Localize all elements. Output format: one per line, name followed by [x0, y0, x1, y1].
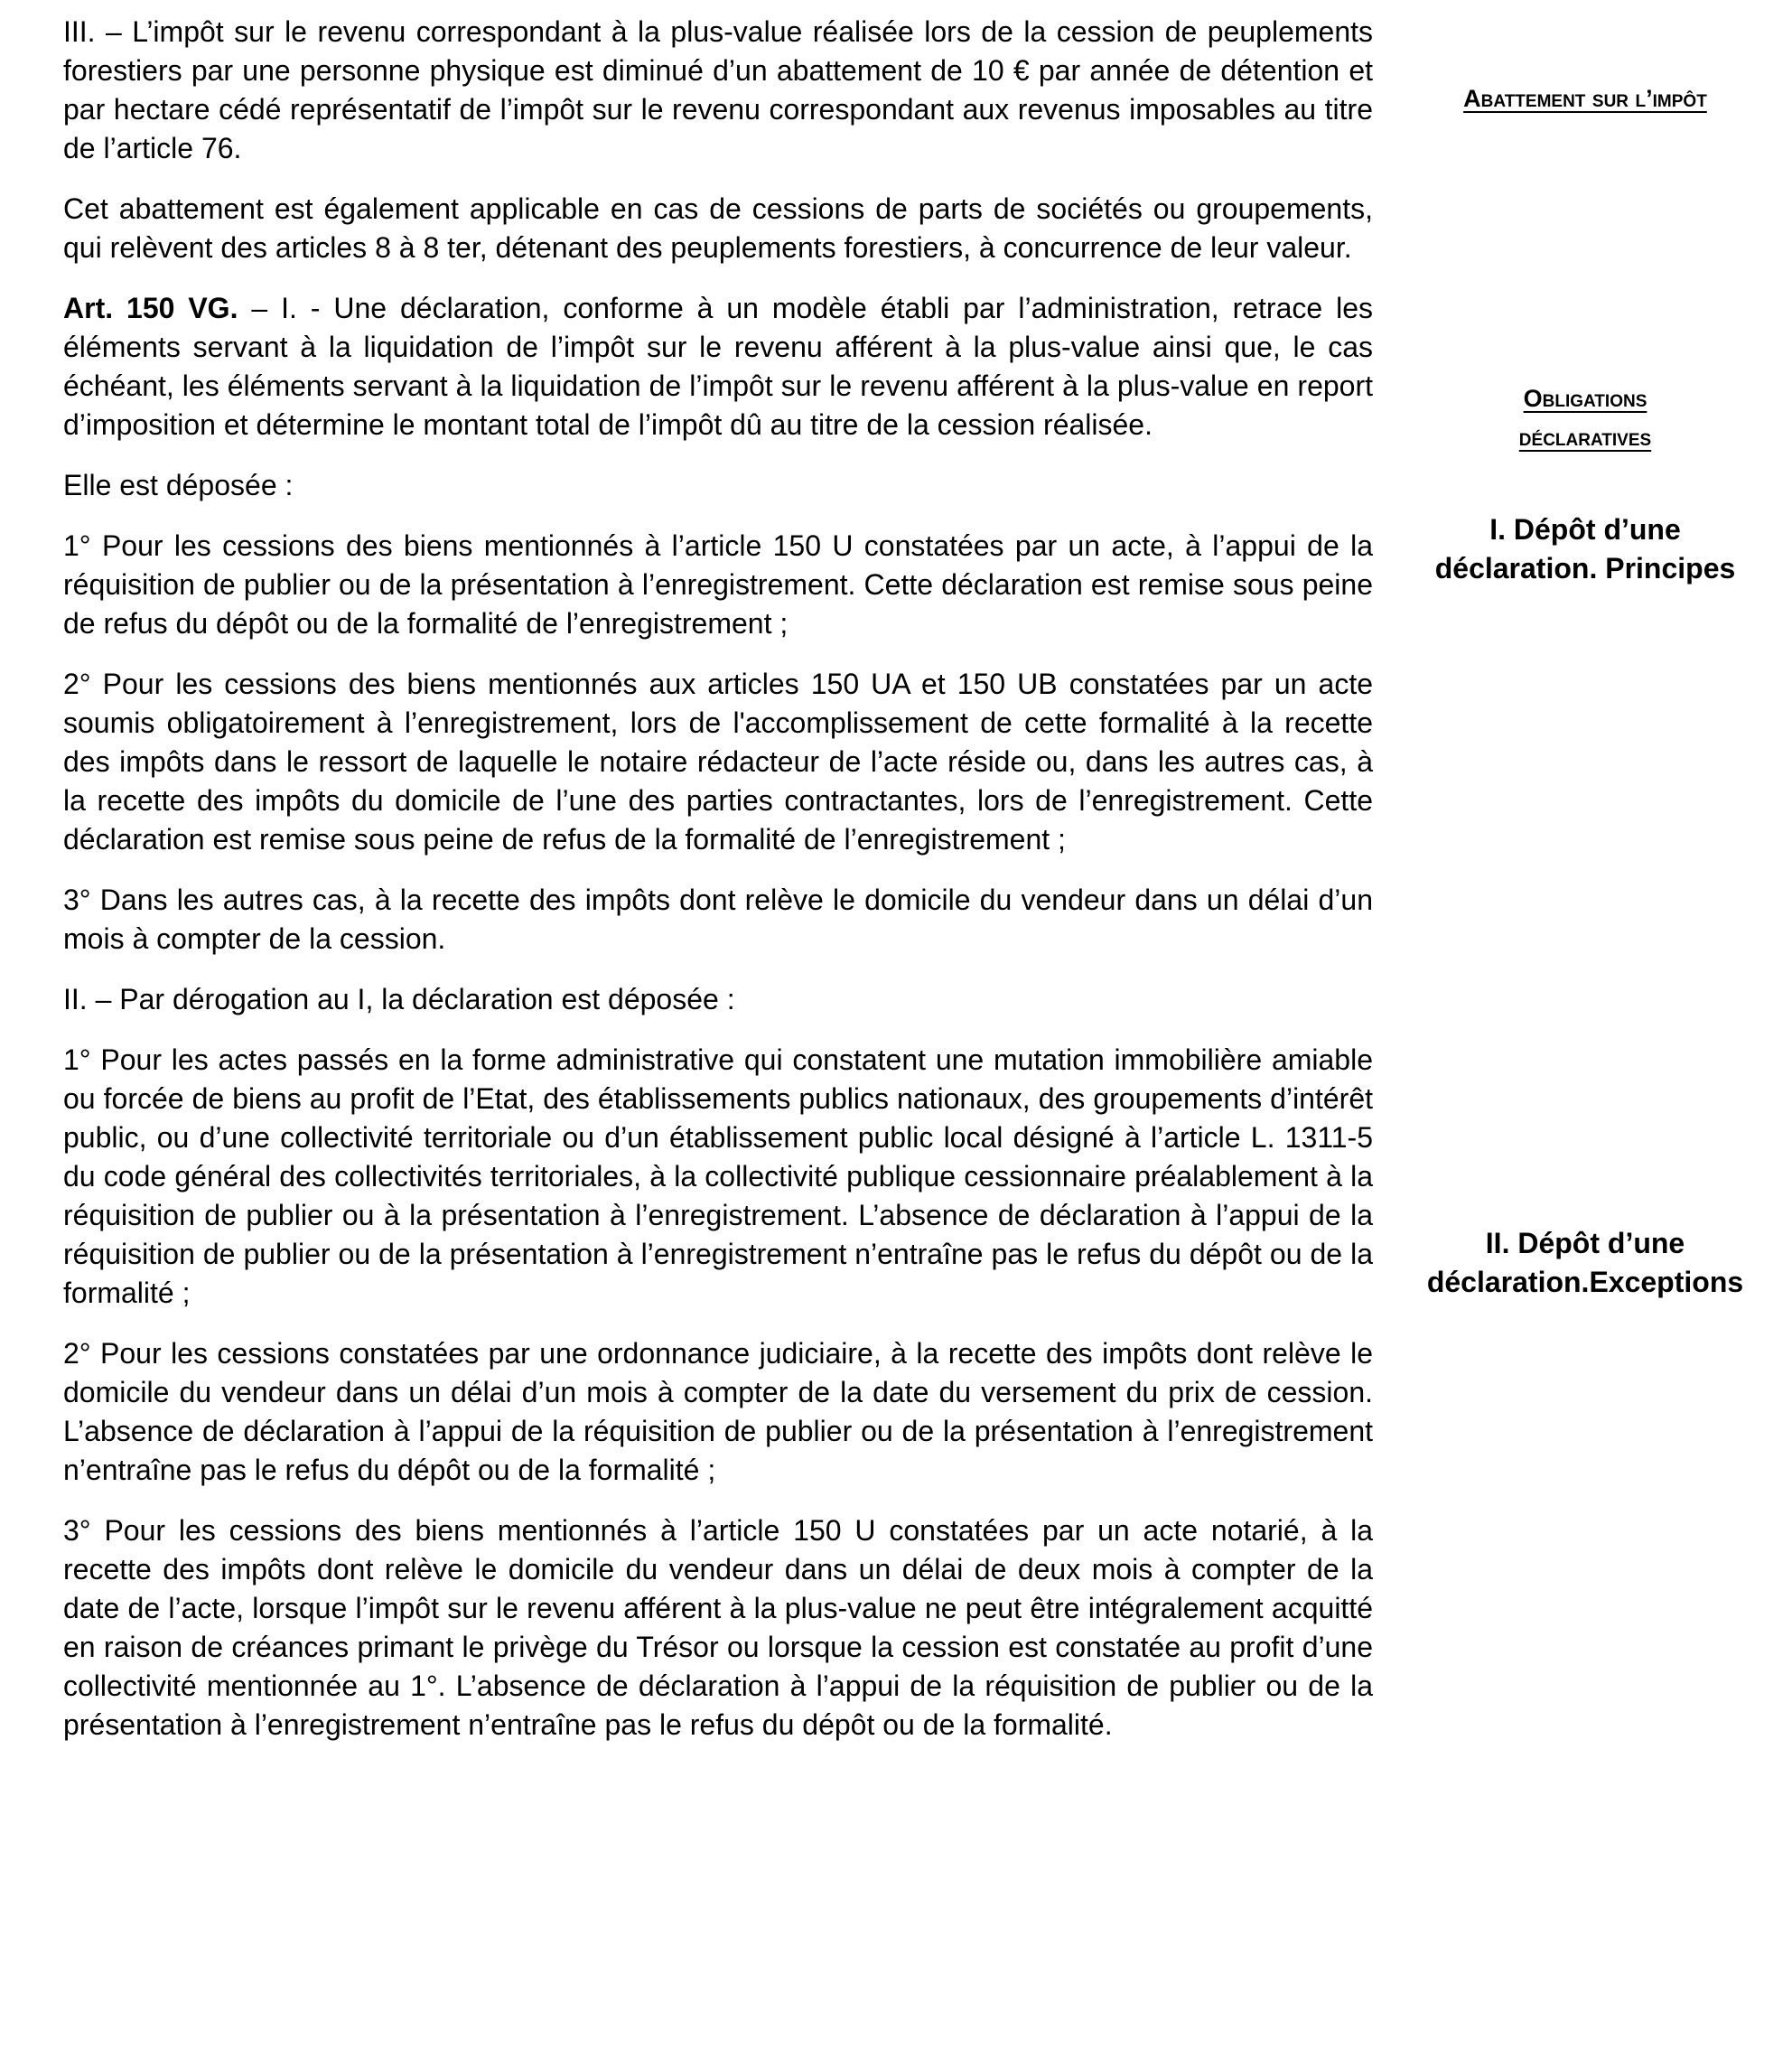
paragraph-ii-2: 2° Pour les cessions constatées par une ordonnance judiciaire, à la recette des impôts dont relève le domicile du vendeur dans un délai d’un mois à compter de la date du versement du prix de cession. L’absence de déclaration à l’appui de la réquisition de publier ou de la présentation à l’enregistrement n’entraîne pas le refus du dépôt ou de la formalité ;	[63, 1337, 1373, 1486]
margin-note-exceptions-line2: déclaration.Exceptions	[1426, 1266, 1744, 1298]
paragraph-i-2: 2° Pour les cessions des biens mentionnés aux articles 150 UA et 150 UB constatées par un acte soumis obligatoirement à l’enregistrement, lors de l'accomplissement de cette formalité à la recette des impôts dans le ressort de laquelle le notaire rédacteur de l’acte réside ou, dans les autres cas, à la recette des impôts du domicile de l’une des parties contractantes, lors de l’enregistrement. Cette déclaration est remise sous peine de refus de la formalité de l’enregistrement ;	[63, 668, 1373, 856]
paragraph-ii-1: 1° Pour les actes passés en la forme administrative qui constatent une mutation immobilière amiable ou forcée de biens au profit de l’Etat, des établissements publics nationaux, des groupements d’intérêt public, ou d’une collectivité territoriale ou d’un établissement public local désigné à l’article L. 1311-5 du code général des collectivités territoriales, à la collectivité publique cessionnaire préalablement à la réquisition de publier ou à la présentation à l’enregistrement. L’absence de déclaration à l’appui de la réquisition de publier ou de la présentation à l’enregistrement n’entraîne pas le refus du dépôt ou de la formalité ;	[63, 1043, 1373, 1309]
margin-note-obligations	[1391, 379, 1779, 457]
margin-note-exceptions-line1: II. Dépôt d’une	[1485, 1227, 1685, 1259]
margin-note-abattement: Abattement sur l’impôt	[1463, 85, 1707, 112]
margin-note-principes	[1391, 510, 1779, 588]
paragraph-abattement-parts: Cet abattement est également applicable en cas de cessions de parts de sociétés ou groupements, qui relèvent des articles 8 à 8 ter, détenant des peuplements forestiers, à concurrence de leur valeur.	[63, 192, 1373, 264]
margin-note-principes-line2: déclaration. Principes	[1434, 552, 1736, 585]
paragraph-ii-3: 3° Pour les cessions des biens mentionnés à l’article 150 U constatées par un acte notarié, à la recette des impôts dont relève le domicile du vendeur dans un délai de deux mois à compter de la date de l’acte, lorsque l’impôt sur le revenu afférent à la plus-value ne peut être intégralement acquitté en raison de créances primant le privège du Trésor ou lorsque la cession est constatée au profit d’une collectivité mentionnée au 1°. L’absence de déclaration à l’appui de la réquisition de publier ou de la présentation à l’enregistrement n’entraîne pas le refus du dépôt ou de la formalité.	[63, 1514, 1373, 1741]
main-text-column	[63, 13, 1373, 1766]
paragraph-ii-derogation: II. – Par dérogation au I, la déclaration est déposée :	[63, 983, 735, 1015]
paragraph-art-150-vg	[63, 289, 1373, 444]
paragraph-elle-est-deposee: Elle est déposée :	[63, 469, 294, 501]
article-heading: Art. 150 VG.	[63, 292, 238, 324]
margin-note-obligations-line2: déclaratives	[1518, 424, 1652, 451]
paragraph-i-1: 1° Pour les cessions des biens mentionnés à l’article 150 U constatées par un acte, à l’appui de la réquisition de publier ou de la présentation à l’enregistrement. Cette déclaration est remise sous peine de refus du dépôt ou de la formalité de l’enregistrement ;	[63, 529, 1373, 640]
margin-note-principes-line1: I. Dépôt d’une	[1489, 513, 1681, 546]
margin-note-obligations-line1: Obligations	[1523, 385, 1647, 412]
paragraph-iii-abattement: III. – L’impôt sur le revenu correspondant à la plus-value réalisée lors de la cession de peuplements forestiers par une personne physique est diminué d’un abattement de 10 € par année de détention et par hectare cédé représentatif de l’impôt sur le revenu correspondant aux revenus imposables au titre de l’article 76.	[63, 15, 1373, 164]
margin-note-exceptions	[1391, 1224, 1779, 1302]
paragraph-i-3: 3° Dans les autres cas, à la recette des impôts dont relève le domicile du vendeur dans un délai d’un mois à compter de la cession.	[63, 884, 1373, 955]
article-body: – I. - Une déclaration, conforme à un modèle établi par l’administration, retrace les éléments servant à la liquidation de l’impôt sur le revenu afférent à la plus-value ainsi que, le cas échéant, les éléments servant à la liquidation de l’impôt sur le revenu afférent à la plus-value en report d’imposition et détermine le montant total de l’impôt dû au titre de la cession réalisée.	[63, 292, 1374, 441]
